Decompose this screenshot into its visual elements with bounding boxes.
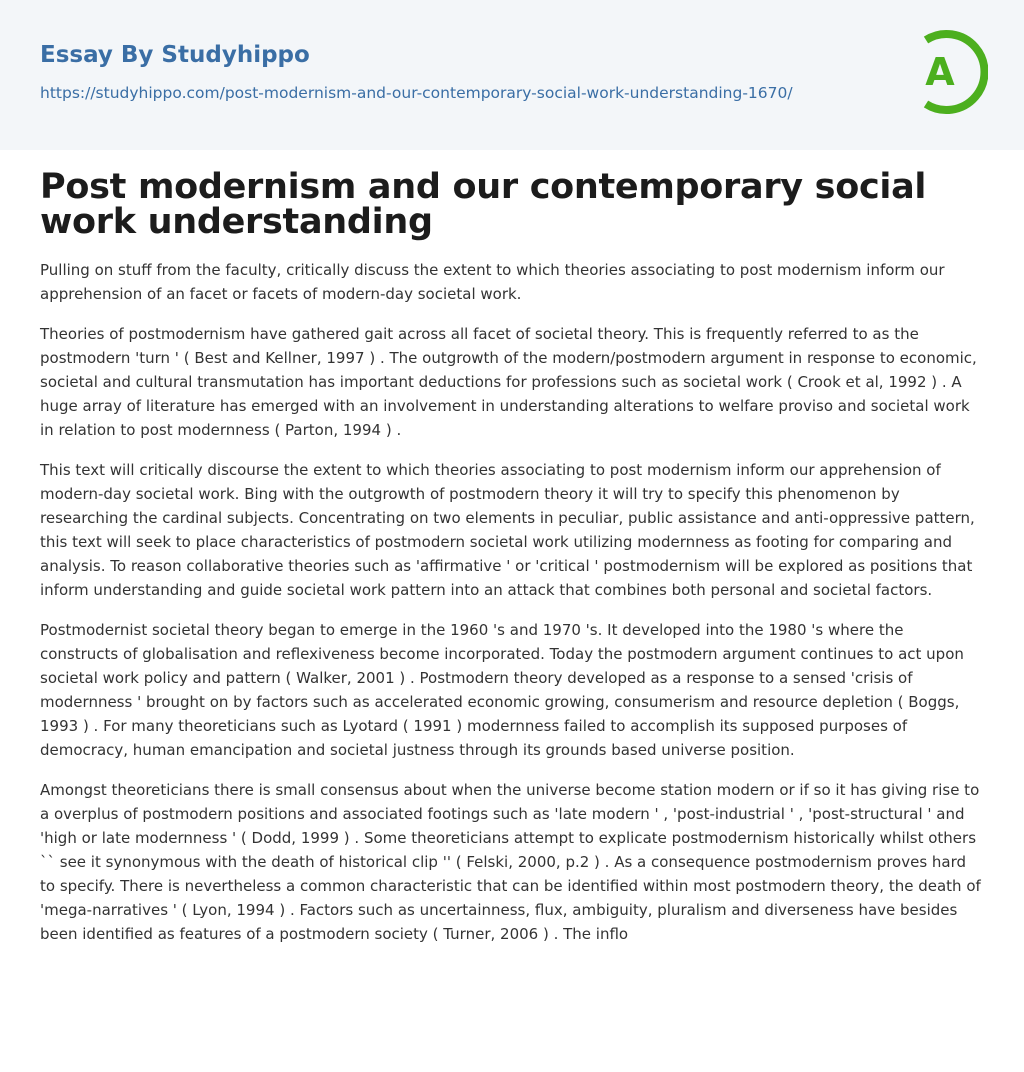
- article-paragraph: Pulling on stuff from the faculty, critically discuss the extent to which theories associating to post modernism inform our apprehension of an facet or facets of modern-day societal work.: [40, 261, 945, 303]
- studyhippo-logo-icon[interactable]: [908, 28, 988, 116]
- site-brand[interactable]: Essay By Studyhippo: [40, 42, 310, 68]
- article-paragraph: Postmodernist societal theory began to emerge in the 1960 's and 1970 's. It developed into the 1980 's where the constructs of globalisation and reflexiveness become incorporated. Today the postmodern argument continues to act upon societal work policy and pattern ( Walker, 2001 ) . Postmodern theory developed as a response to a sensed 'crisis of modernness ' brought on by factors such as accelerated economic growing, consumerism and resource depletion ( Boggs, 1993 ) . For many theoreticians such as Lyotard ( 1991 ) modernness failed to accomplish its supposed purposes of democracy, human emancipation and societal justness through its grounds based universe position.: [40, 621, 964, 759]
- page-url-link[interactable]: https://studyhippo.com/post-modernism-and-our-contemporary-social-work-understanding-1670/: [40, 84, 793, 102]
- article-title: Post modernism and our contemporary social work understanding: [40, 167, 927, 242]
- logo-letter: A: [925, 50, 955, 94]
- article-body: [40, 167, 984, 962]
- article-paragraph: Amongst theoreticians there is small consensus about when the universe become station modern or if so it has giving rise to a overplus of postmodern positions and associated footings such as 'late modern ' , 'post-industrial ' , 'post-structural ' and 'high or late modernness ' ( Dodd, 1999 ) . Some theoreticians attempt to explicate postmodernism historically whilst others `` see it synonymous with the death of historical clip '' ( Felski, 2000, p.2 ) . As a consequence postmodernism proves hard to specify. There is nevertheless a common characteristic that can be identified within most postmodern theory, the death of 'mega-narratives ' ( Lyon, 1994 ) . Factors such as uncertainness, flux, ambiguity, pluralism and diverseness have besides been identified as features of a postmodern society ( Turner, 2006 ) . The inflo: [40, 781, 981, 943]
- article-paragraph: Theories of postmodernism have gathered gait across all facet of societal theory. This is frequently referred to as the postmodern 'turn ' ( Best and Kellner, 1997 ) . The outgrowth of the modern/postmodern argument in response to economic, societal and cultural transmutation has important deductions for professions such as societal work ( Crook et al, 1992 ) . A huge array of literature has emerged with an involvement in understanding alterations to welfare proviso and societal work in relation to post modernness ( Parton, 1994 ) .: [40, 325, 977, 439]
- site-header: [0, 0, 1024, 150]
- article-paragraph: This text will critically discourse the extent to which theories associating to post modernism inform our apprehension of modern-day societal work. Bing with the outgrowth of postmodern theory it will try to specify this phenomenon by researching the cardinal subjects. Concentrating on two elements in peculiar, public assistance and anti-oppressive pattern, this text will seek to place characteristics of postmodern societal work utilizing modernness as footing for comparing and analysis. To reason collaborative theories such as 'affirmative ' or 'critical ' postmodernism will be explored as positions that inform understanding and guide societal work pattern into an attack that combines both personal and societal factors.: [40, 461, 975, 599]
